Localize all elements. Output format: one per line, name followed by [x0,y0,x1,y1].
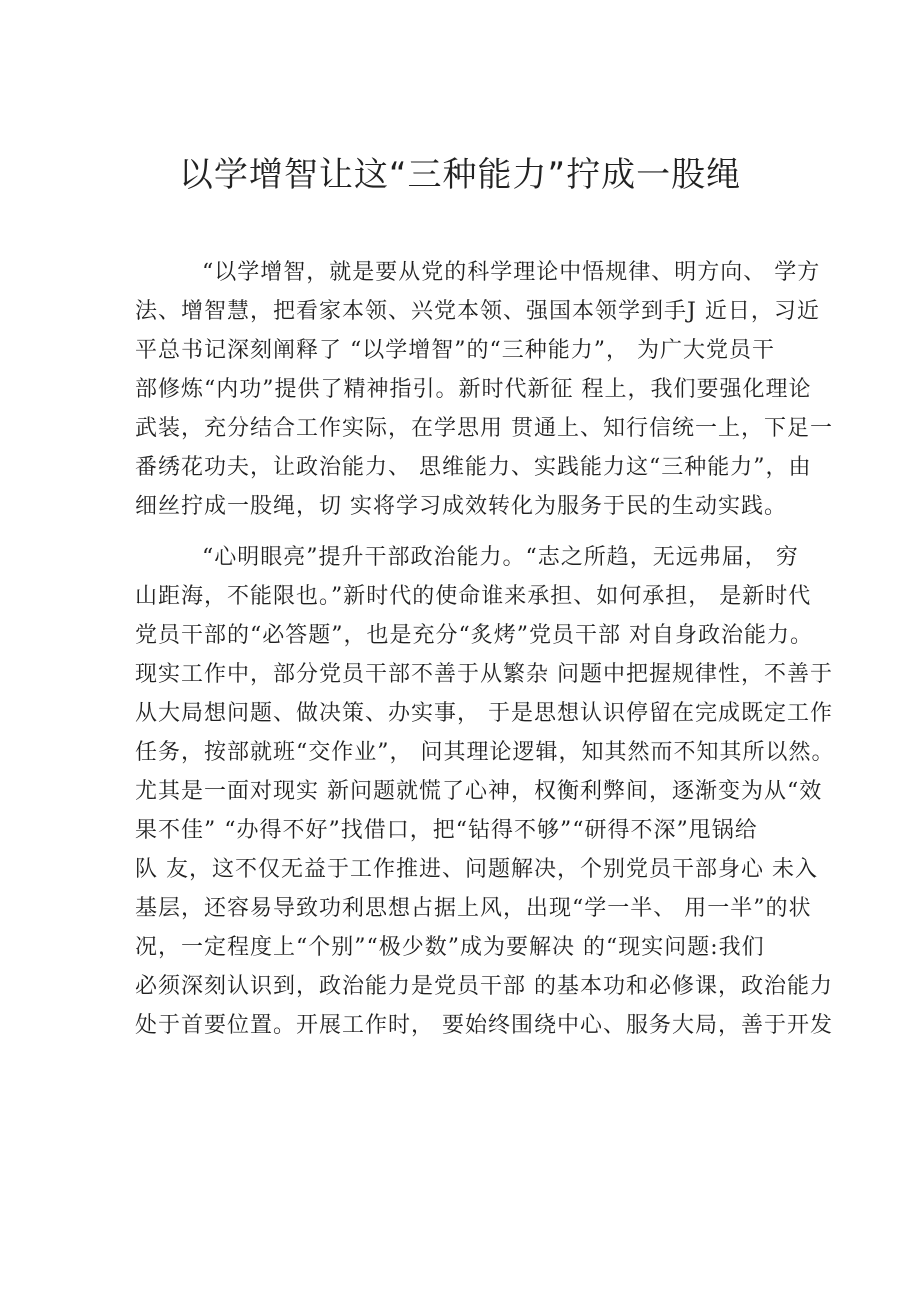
body-line: 法、增智慧，把看家本领、兴党本领、强国本领学到手J 近日，习近 [135,299,820,324]
body-line: “心明眼亮”提升干部政治能力。“志之所趋，无远弗届， 穷 [202,545,799,570]
body-line: 党员干部的“必答题”，也是充分“炙烤”党员干部 对自身政治能力。 [135,623,813,648]
body-line: 果不佳” “办得不好”找借口，把“钻得不够”“研得不深”甩锅给 [135,818,758,843]
document-title: 以学增智让这“三种能力”拧成一股绳 [178,155,742,195]
body-line: 况，一定程度上“个别”“极少数”成为要解决 的“现实问题:我们 [135,935,765,960]
body-line: 基层，还容易导致功利思想占据上风，出现“学一半、 用一半”的状 [135,896,812,921]
body-line: 必须深刻认识到，政治能力是党员干部 的基本功和必修课，政治能力 [135,974,833,999]
body-line: “以学增智，就是要从党的科学理论中悟规律、明方向、 学方 [202,260,821,285]
body-line: 细丝拧成一股绳，切 实将学习成效转化为服务于民的生动实践。 [135,494,787,519]
body-line: 从大局想问题、做决策、办实事， 于是思想认识停留在完成既定工作 [135,701,833,726]
body-line: 部修炼“内功”提供了精神指引。新时代新征 程上，我们要强化理论 [135,377,812,402]
body-line: 任务，按部就班“交作业”， 问其理论逻辑，知其然而不知其所以然。 [135,740,835,765]
body-line: 处于首要位置。开展工作时， 要始终围绕中心、服务大局，善于开发 [135,1013,833,1038]
body-line: 队 友，这不仅无益于工作推进、问题解决，个别党员干部身心 未入 [135,857,818,882]
body-line: 现实工作中，部分党员干部不善于从繁杂 问题中把握规律性，不善于 [135,662,833,687]
body-line: 山距海，不能限也。”新时代的使命谁来承担、如何承担， 是新时代 [135,584,812,609]
body-line: 尤其是一面对现实 新问题就慌了心神，权衡利弊间，逐渐变为从“效 [135,779,823,804]
body-line: 武装，充分结合工作实际，在学思用 贯通上、知行信统一上，下足一 [135,416,833,441]
body-line: 番绣花功夫，让政治能力、 思维能力、实践能力这“三种能力”，由 [135,455,812,480]
body-line: 平总书记深刻阐释了 “以学增智”的“三种能力”， 为广大党员干 [135,338,775,363]
